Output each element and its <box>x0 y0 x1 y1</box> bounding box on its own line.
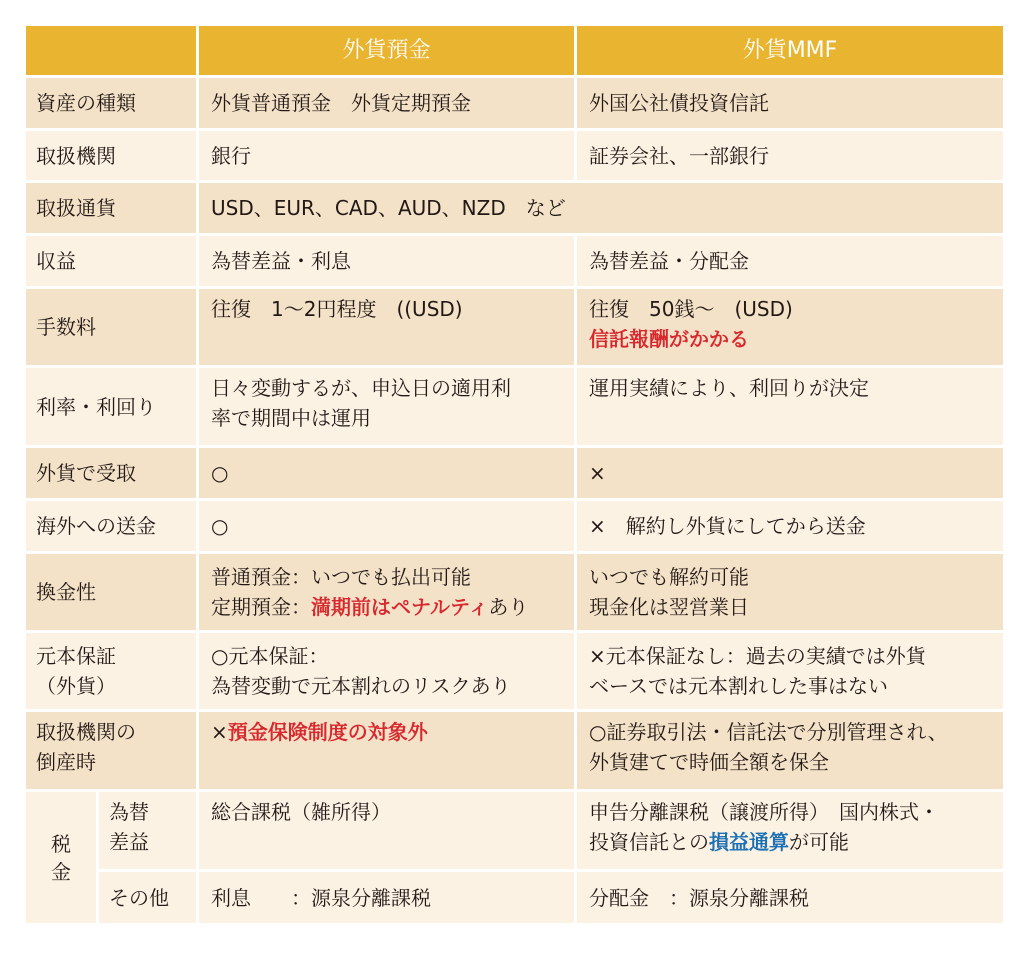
principal-mmf-1: ×元本保証なし：過去の実績では外貨 <box>589 644 926 668</box>
mmf-cell <box>577 554 1003 630</box>
loss-offset-prefix: 投資信託との <box>589 830 709 854</box>
mmf-cell <box>577 289 1003 365</box>
bankruptcy-label-2: 倒産時 <box>36 750 96 774</box>
row-principal <box>26 633 1003 709</box>
tax-label-2: 金 <box>51 859 71 884</box>
row-bankruptcy <box>26 712 1003 789</box>
row-label: 取扱通貨 <box>26 183 196 233</box>
header-row <box>26 26 1003 75</box>
row-label: 海外への送金 <box>26 501 196 551</box>
row-receive-foreign <box>26 448 1003 498</box>
mmf-liquidity-line-2: 現金化は翌営業日 <box>589 595 749 619</box>
row-label: 手数料 <box>26 289 196 365</box>
liquidity-line-1: 普通預金：いつでも払出可能 <box>211 565 471 589</box>
principal-label-1: 元本保証 <box>36 644 116 668</box>
bankruptcy-label-1: 取扱機関の <box>36 720 136 744</box>
row-asset-type <box>26 78 1003 128</box>
mmf-fee-line: 往復 50銭～ (USD) <box>589 297 793 321</box>
mmf-cell: 分配金 ：源泉分離課税 <box>577 872 1003 923</box>
deposit-cell: ○ <box>199 501 574 551</box>
deposit-cell: 為替差益・利息 <box>199 236 574 286</box>
deposit-cell: 銀行 <box>199 131 574 180</box>
row-label <box>26 633 196 709</box>
mmf-cell: × 解約し外貨にしてから送金 <box>577 501 1003 551</box>
liquidity-line-2 <box>211 592 562 622</box>
mmf-cell <box>577 712 1003 789</box>
comparison-table-wrapper <box>26 26 1000 923</box>
deposit-cell: 往復 1～2円程度 ((USD) <box>199 289 574 365</box>
mmf-cell <box>577 792 1003 869</box>
row-liquidity <box>26 554 1003 630</box>
cross-mark: × <box>211 720 228 744</box>
liquidity-suffix: あり <box>488 595 529 619</box>
header-foreign-deposit: 外貨預金 <box>199 26 574 75</box>
principal-deposit-2: 為替変動で元本割れのリスクあり <box>211 674 511 698</box>
principal-deposit-1: ○元本保証： <box>211 644 329 668</box>
row-label <box>26 712 196 789</box>
penalty-note: 満期前はペナルティ <box>311 595 489 619</box>
trust-fee-note: 信託報酬がかかる <box>589 327 749 351</box>
bankruptcy-mmf-2: 外貨建てで時価全額を保全 <box>589 750 829 774</box>
row-remit-overseas <box>26 501 1003 551</box>
mmf-liquidity-line-1: いつでも解約可能 <box>589 565 749 589</box>
mmf-cell: 為替差益・分配金 <box>577 236 1003 286</box>
deposit-cell: 外貨普通預金 外貨定期預金 <box>199 78 574 128</box>
deposit-insurance-note: 預金保険制度の対象外 <box>227 720 428 744</box>
currency-cell: USD、EUR、CAD、AUD、NZD など <box>199 183 1003 233</box>
loss-offset-suffix: が可能 <box>789 830 849 854</box>
tax-fx-mmf-1: 申告分離課税（譲渡所得） 国内株式・ <box>589 800 939 824</box>
row-income <box>26 236 1003 286</box>
deposit-cell <box>199 368 574 445</box>
row-tax-other <box>26 872 1003 923</box>
deposit-cell <box>199 554 574 630</box>
mmf-cell: 証券会社、一部銀行 <box>577 131 1003 180</box>
row-institution <box>26 131 1003 180</box>
rate-line-1: 日々変動するが、申込日の適用利 <box>211 376 511 400</box>
tax-label-1: 税 <box>51 831 71 856</box>
bankruptcy-mmf-1: ○証券取引法・信託法で分別管理され、 <box>589 720 948 744</box>
deposit-cell <box>199 633 574 709</box>
row-rate <box>26 368 1003 445</box>
row-label: 換金性 <box>26 554 196 630</box>
row-label: 外貨で受取 <box>26 448 196 498</box>
header-corner <box>26 26 196 75</box>
deposit-cell: 利息 ：源泉分離課税 <box>199 872 574 923</box>
fx-label-2: 差益 <box>109 830 149 854</box>
mmf-cell <box>577 633 1003 709</box>
principal-mmf-2: ベースでは元本割れした事はない <box>589 674 888 698</box>
fx-gain-label <box>99 792 196 869</box>
row-label: 資産の種類 <box>26 78 196 128</box>
comparison-table <box>23 23 1006 926</box>
row-label: 利率・利回り <box>26 368 196 445</box>
liquidity-prefix: 定期預金： <box>211 595 311 619</box>
deposit-cell: 総合課税（雑所得） <box>199 792 574 869</box>
row-label: 取扱機関 <box>26 131 196 180</box>
mmf-cell: 運用実績により、利回りが決定 <box>577 368 1003 445</box>
tax-fx-mmf-2 <box>589 827 991 857</box>
principal-label-2: （外貨） <box>36 674 116 698</box>
tax-label <box>26 792 96 923</box>
mmf-cell: 外国公社債投資信託 <box>577 78 1003 128</box>
loss-offset-term: 損益通算 <box>709 830 789 854</box>
mmf-cell: × <box>577 448 1003 498</box>
row-label: 収益 <box>26 236 196 286</box>
row-currency <box>26 183 1003 233</box>
row-fee <box>26 289 1003 365</box>
row-tax-fx <box>26 792 1003 869</box>
header-foreign-mmf: 外貨MMF <box>577 26 1003 75</box>
deposit-cell: ○ <box>199 448 574 498</box>
rate-line-2: 率で期間中は運用 <box>211 406 371 430</box>
fx-label-1: 為替 <box>109 800 149 824</box>
deposit-cell <box>199 712 574 789</box>
other-tax-label: その他 <box>99 872 196 923</box>
